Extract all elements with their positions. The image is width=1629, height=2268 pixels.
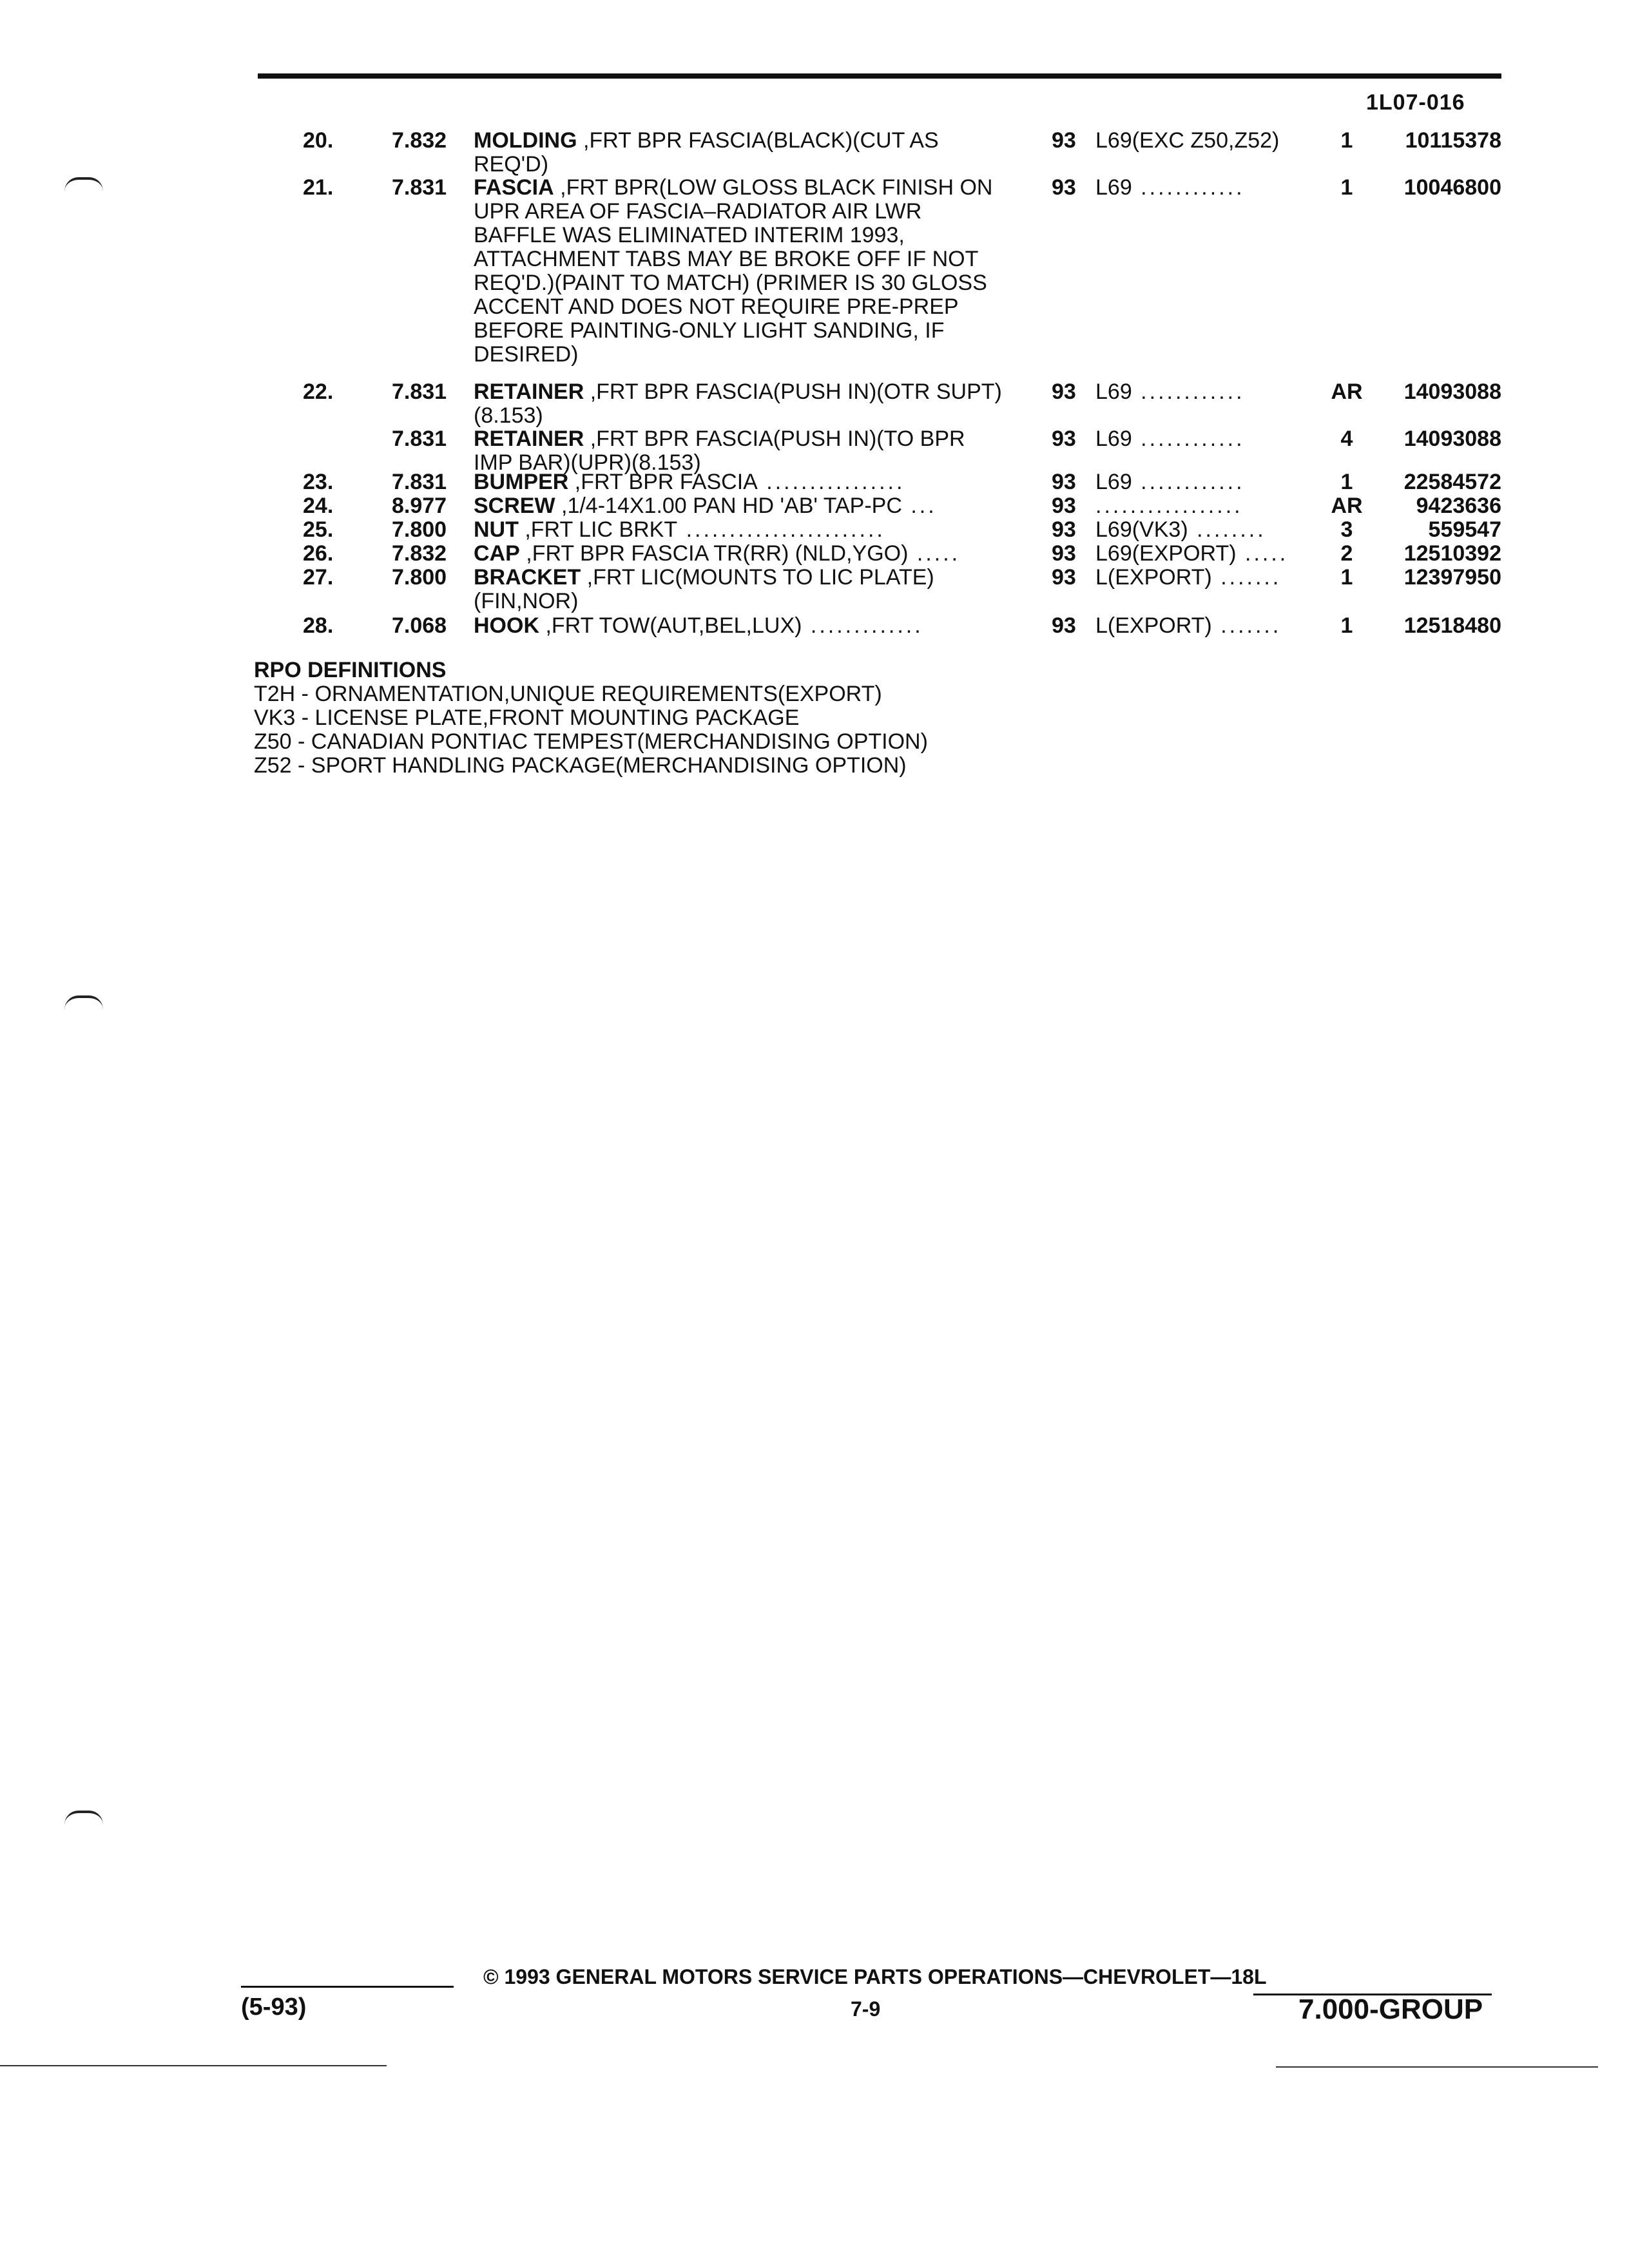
margin-mark [64,995,103,1010]
model-year: 93 [1052,380,1076,404]
quantity: 1 [1340,470,1353,494]
rpo-code: L(EXPORT) [1095,566,1212,590]
leader-dots: ........ [1188,518,1266,542]
model-year: 93 [1052,517,1076,542]
leader-dots: ....... [1211,614,1282,638]
group-number: 7.800 [392,565,447,590]
rpo-usage [1095,427,1315,451]
group-number: 8.977 [392,494,447,518]
rpo-usage [1095,129,1315,153]
part-detail: ,FRT BPR FASCIA TR(RR) (NLD,YGO) [519,541,909,566]
part-name: MOLDING [474,128,577,153]
quantity: 1 [1340,565,1353,590]
part-name: SCREW [474,494,555,518]
part-number: 9423636 [1416,494,1501,518]
item-number: 20. [303,128,334,153]
part-detail: ,FRT LIC BRKT [518,517,678,542]
part-number: 559547 [1428,517,1501,542]
part-description [474,542,1002,566]
rpo-code: L69 [1095,176,1132,200]
part-number: 10115378 [1405,128,1501,153]
part-name: BUMPER [474,470,569,494]
quantity: 1 [1340,613,1353,638]
part-description [474,518,1002,542]
part-detail: ,FRT BPR FASCIA(PUSH IN)(TO BPR IMP BAR)(UPR)(8.153) [474,427,965,475]
quantity: 2 [1340,541,1353,566]
part-description [474,494,1002,518]
leader-dots: ....... [1211,566,1282,590]
part-description [474,380,1002,428]
model-year: 93 [1052,470,1076,494]
group-number: 7.832 [392,128,447,153]
part-row [0,614,1629,640]
part-description [474,566,1002,613]
part-row [0,518,1629,542]
margin-mark [64,1811,103,1825]
part-name: HOOK [474,613,539,638]
quantity: AR [1331,494,1363,518]
part-name: RETAINER [474,427,584,451]
footer-rule [241,1986,454,1988]
rpo-usage [1095,542,1315,566]
doc-code: 1L07-016 [1366,90,1465,115]
leader-dots: ..... [908,541,961,566]
leader-dots: ............ [1132,470,1245,494]
revision-date: (5-93) [241,1994,307,2021]
rpo-code: L69(VK3) [1095,518,1188,542]
rpo-usage [1095,494,1315,518]
rpo-usage [1095,470,1315,494]
model-year: 93 [1052,613,1076,638]
margin-mark [64,177,103,191]
part-detail: ,FRT BPR FASCIA(PUSH IN)(OTR SUPT)(8.153) [474,380,1002,428]
part-detail: ,FRT BPR FASCIA [568,470,758,494]
rpo-code: L69 [1095,380,1132,404]
quantity: 4 [1340,427,1353,451]
top-rule [258,73,1501,79]
quantity: AR [1331,380,1363,404]
part-description [474,470,1002,494]
leader-dots: ..... [1236,542,1289,566]
part-detail: ,1/4-14X1.00 PAN HD 'AB' TAP-PC [555,494,902,518]
part-detail: ,FRT TOW(AUT,BEL,LUX) [539,613,802,638]
rpo-definition: T2H - ORNAMENTATION,UNIQUE REQUIREMENTS(EXPORT) [254,682,882,706]
part-row [0,494,1629,518]
leader-dots: ............ [1132,176,1245,200]
part-number: 10046800 [1403,175,1501,200]
leader-dots: ............. [802,613,923,638]
quantity: 3 [1340,517,1353,542]
quantity: 1 [1340,175,1353,200]
part-number: 12397950 [1403,565,1501,590]
group-label: 7.000-GROUP [1298,1994,1483,2025]
item-number: 23. [303,470,334,494]
part-number: 12518480 [1403,613,1501,638]
rpo-usage [1095,614,1315,638]
model-year: 93 [1052,128,1076,153]
rpo-usage [1095,176,1315,200]
part-description [474,129,1002,177]
part-number: 12510392 [1403,541,1501,566]
item-number: 24. [303,494,334,518]
leader-dots: ................ [757,470,905,494]
leader-dots: ................. [1095,494,1243,518]
part-name: NUT [474,517,519,542]
part-name: RETAINER [474,380,584,404]
page-number: 7-9 [851,1997,881,2021]
group-number: 7.831 [392,175,447,200]
part-detail: ,FRT LIC(MOUNTS TO LIC PLATE) (FIN,NOR) [474,565,934,613]
model-year: 93 [1052,494,1076,518]
item-number: 28. [303,613,334,638]
rpo-definition: Z50 - CANADIAN PONTIAC TEMPEST(MERCHANDISING OPTION) [254,729,928,754]
part-description [474,176,1002,367]
rpo-definitions [254,658,928,778]
part-detail: ,FRT BPR FASCIA(BLACK)(CUT AS REQ'D) [474,128,939,177]
model-year: 93 [1052,541,1076,566]
leader-dots: ............ [1132,427,1245,451]
part-number: 14093088 [1403,427,1501,451]
item-number: 27. [303,565,334,590]
part-number: 22584572 [1403,470,1501,494]
bottom-rule [1276,2066,1598,2068]
part-row [0,427,1629,475]
part-row [0,129,1629,176]
group-number: 7.831 [392,470,447,494]
group-number: 7.831 [392,380,447,404]
model-year: 93 [1052,427,1076,451]
item-number: 22. [303,380,334,404]
rpo-code: L69 [1095,427,1132,451]
part-row [0,470,1629,494]
part-row [0,542,1629,566]
rpo-code: L69 [1095,470,1132,494]
rpo-usage [1095,380,1315,404]
rpo-code: L69(EXPORT) [1095,542,1237,566]
part-row [0,566,1629,614]
copyright-notice: © 1993 GENERAL MOTORS SERVICE PARTS OPERATIONS—CHEVROLET—18L [483,1965,1267,1988]
model-year: 93 [1052,175,1076,200]
rpo-code: L(EXPORT) [1095,614,1212,638]
group-number: 7.068 [392,613,447,638]
leader-dots: ... [901,494,937,518]
bottom-rule [0,2065,387,2066]
part-row [0,176,1629,380]
rpo-usage [1095,518,1315,542]
part-description [474,427,1002,475]
item-number: 25. [303,517,334,542]
part-name: CAP [474,541,520,566]
rpo-definitions-heading: RPO DEFINITIONS [254,658,447,682]
part-number: 14093088 [1403,380,1501,404]
part-description [474,614,1002,638]
part-detail: ,FRT BPR(LOW GLOSS BLACK FINISH ON UPR AREA OF FASCIA–RADIATOR AIR LWR BAFFLE WAS ELIMINATED INTERIM 1993, ATTACHMENT TABS MAY BE BROKE OFF IF NOT REQ'D.)(PAINT TO MATCH) (PRIMER IS 30 GLOSS ACCENT AND DOES NOT REQUIRE PRE-PREP BEFORE PAINTING-ONLY LIGHT SANDING, IF DESIRED) [474,175,993,367]
model-year: 93 [1052,565,1076,590]
item-number: 21. [303,175,334,200]
part-row [0,380,1629,427]
leader-dots: ............ [1132,380,1245,404]
item-number: 26. [303,541,334,566]
part-name: BRACKET [474,565,581,590]
quantity: 1 [1340,128,1353,153]
rpo-definition: Z52 - SPORT HANDLING PACKAGE(MERCHANDISING OPTION) [254,753,907,778]
group-number: 7.831 [392,427,447,451]
group-number: 7.832 [392,541,447,566]
rpo-code: L69(EXC Z50,Z52) [1095,129,1280,153]
rpo-usage [1095,566,1315,590]
group-number: 7.800 [392,517,447,542]
leader-dots: ....................... [677,517,885,542]
rpo-definition: VK3 - LICENSE PLATE,FRONT MOUNTING PACKAGE [254,706,800,730]
part-name: FASCIA [474,175,554,200]
